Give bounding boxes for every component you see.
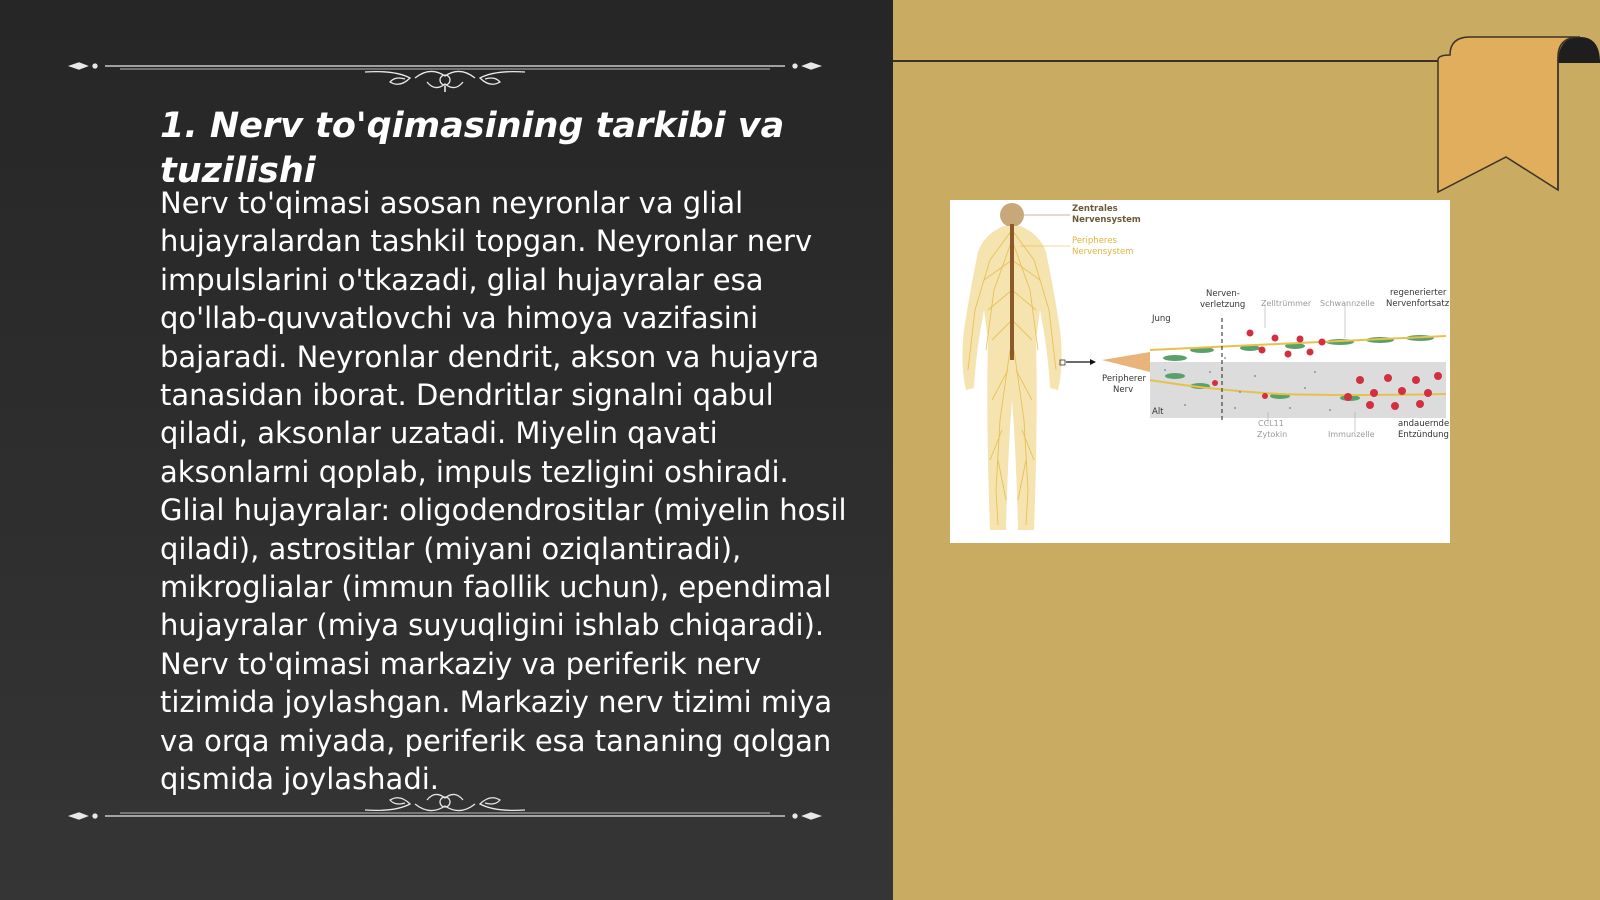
slide-body-text: Nerv to'qimasi asosan neyronlar va glial hujayralardan tashkil topgan. Neyronlar nerv impulslarini o'tkazadi, glial hujayralar esa qo'llab-quvvatlovchi va himoya vazifasini bajaradi. Neyronlar dendrit, akson va hujayra tanasidan iborat. Dendritlar signalni qabul qiladi, aksonlar uzatadi. Miyelin qavati aksonlarni qoplab, impuls tezligini oshiradi. Glial hujayralar: oligodendrositlar (miyelin hosil qiladi), astrositlar (miyani oziqlantiradi), mikroglialar (immun faollik uchun), ependimal hujayralar (miya suyuqligini ishlab chiqaradi). Nerv to'qimasi markaziy va periferik nerv tizimida joylashgan. Markaziy nerv tizimi miya va orqa miyada, periferik esa tananing qolgan qismida joylashadi. [160, 186, 847, 797]
fig-label-peripherer: Peripherer [1102, 374, 1146, 384]
fig-label-ccl11: CCL11 [1258, 419, 1284, 428]
nervous-system-figure [950, 200, 1450, 543]
fig-label-zytokin: Zytokin [1257, 430, 1288, 439]
top-ornament [65, 42, 825, 92]
fig-label-nervenfortsatz: Nervenfortsatz [1386, 299, 1450, 309]
bottom-ornament [65, 790, 825, 840]
fig-label-alt: Alt [1152, 407, 1164, 417]
fig-label-verletzung: verletzung [1200, 300, 1246, 310]
slide-title: 1. Nerv to'qimasining tarkibi va tuzilishi [160, 106, 785, 191]
fig-label-zelltruemmer: Zelltrümmer [1261, 299, 1312, 308]
fig-label-regenerierter: regenerierter [1390, 288, 1447, 298]
bookmark-ribbon-icon [1430, 35, 1600, 200]
fig-label-jung: Jung [1152, 314, 1171, 324]
fig-label-schwannzelle: Schwannzelle [1320, 299, 1375, 308]
fig-label-nerven: Nerven- [1206, 289, 1240, 299]
fig-label-zentrales: Zentrales [1072, 204, 1118, 214]
fig-label-peripheres-nervensystem: Nervensystem [1072, 247, 1134, 257]
human-body-illustration [962, 203, 1061, 530]
nerve-injury-diagram [950, 200, 1450, 543]
fig-label-nervensystem: Nervensystem [1072, 215, 1141, 225]
fig-label-andauernde: andauernde [1398, 419, 1450, 429]
fig-label-entzuendung: Entzündung [1398, 430, 1449, 440]
fig-label-peripheres: Peripheres [1072, 236, 1117, 246]
fig-label-nerv: Nerv [1113, 385, 1134, 395]
fig-label-immunzelle: Immunzelle [1328, 430, 1375, 439]
